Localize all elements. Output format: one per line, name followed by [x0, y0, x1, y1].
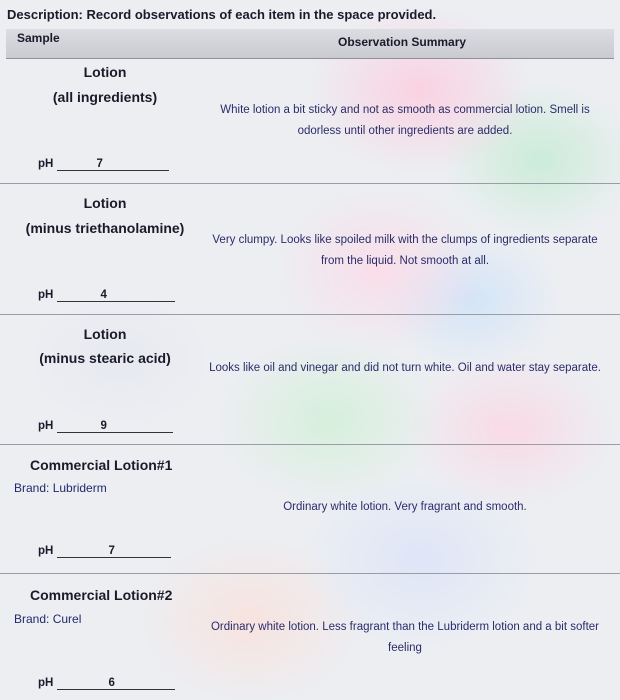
ph-label: pH	[38, 677, 54, 689]
ph-label: pH	[38, 545, 54, 557]
sample-subname: (all ingredients)	[52, 89, 158, 105]
ph-field	[38, 158, 169, 171]
ph-field	[38, 545, 171, 558]
ph-field	[38, 289, 175, 302]
sample-name: Commercial Lotion#1	[30, 457, 173, 473]
sample-name: Lotion	[83, 64, 127, 80]
ph-label: pH	[38, 158, 54, 170]
sample-subname: (minus triethanolamine)	[25, 220, 185, 236]
section-divider	[0, 314, 620, 315]
brand-text: Brand: Lubriderm	[14, 481, 107, 495]
ph-label: pH	[38, 420, 54, 432]
observation-text: White lotion a bit sticky and not as smooth as commercial lotion. Smell is odorless until other ingredients are added.	[220, 104, 590, 137]
ph-value: 4	[57, 289, 175, 302]
ph-value: 7	[57, 545, 171, 558]
description-text: Description: Record observations of each item in the space provided.	[7, 7, 437, 22]
section-divider	[0, 183, 620, 184]
ph-value: 7	[57, 158, 169, 171]
ph-value: 9	[57, 420, 173, 433]
sample-name: Commercial Lotion#2	[30, 587, 173, 603]
observation-column-header: Observation Summary	[338, 35, 467, 49]
observation-text: Ordinary white lotion. Less fragrant than the Lubriderm lotion and a bit softer feeling	[210, 621, 600, 654]
sample-name: Lotion	[83, 326, 127, 342]
ph-value: 6	[57, 677, 175, 690]
ph-field	[38, 420, 173, 433]
ph-field	[38, 677, 175, 690]
observation-text: Looks like oil and vinegar and did not turn white. Oil and water stay separate.	[209, 362, 601, 374]
observation-text: Ordinary white lotion. Very fragrant and smooth.	[283, 501, 527, 513]
observation-text: Very clumpy. Looks like spoiled milk with the clumps of ingredients separate from the liquid. Not smooth at all.	[212, 234, 598, 267]
brand-text: Brand: Curel	[14, 612, 82, 626]
sample-subname: (minus stearic acid)	[39, 350, 171, 366]
section-divider	[0, 444, 620, 445]
section-divider	[0, 573, 620, 574]
table-header-bar	[6, 29, 614, 59]
sample-name: Lotion	[83, 195, 127, 211]
ph-label: pH	[38, 289, 54, 301]
sample-column-header: Sample	[17, 31, 60, 45]
